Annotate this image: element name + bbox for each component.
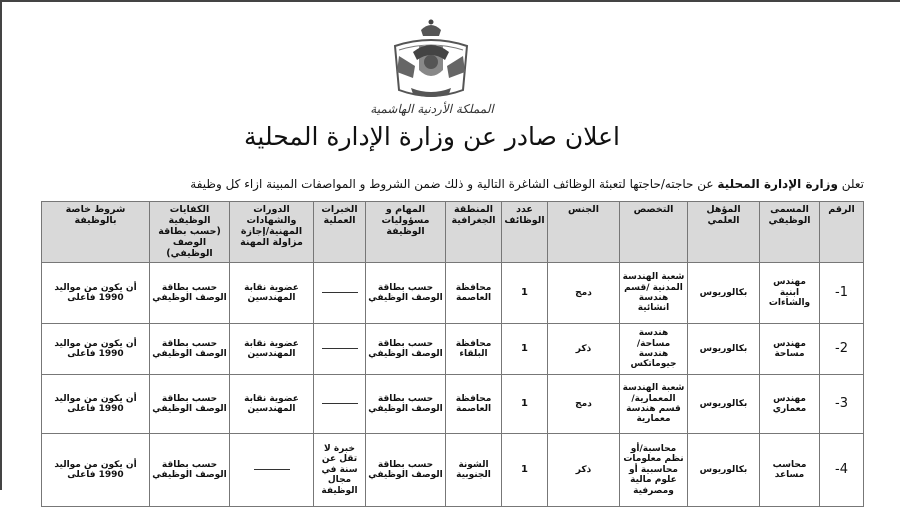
header-number: الرقم <box>820 202 864 263</box>
header-gender: الجنس <box>548 202 620 263</box>
cell-experience <box>314 324 366 375</box>
cell-region: الشونة الجنوبية <box>446 434 502 507</box>
table-row <box>42 324 864 375</box>
cell-number: 1- <box>820 263 864 324</box>
table-header-row <box>42 202 864 263</box>
blank-line <box>322 402 358 404</box>
cell-duties: حسب بطاقة الوصف الوظيفي <box>366 434 446 507</box>
cell-region: محافظة العاصمة <box>446 263 502 324</box>
cell-count: 1 <box>502 324 548 375</box>
blank-line <box>322 347 358 349</box>
cell-number: 4- <box>820 434 864 507</box>
cell-qualification: بكالوريوس <box>688 324 760 375</box>
cell-qualification: بكالوريوس <box>688 375 760 434</box>
cell-conditions: أن يكون من مواليد 1990 فاعلى <box>42 263 150 324</box>
cell-gender: ذكر <box>548 324 620 375</box>
cell-gender: ذكر <box>548 434 620 507</box>
header-specialty: التخصص <box>620 202 688 263</box>
cell-job-title: مهندس معماري <box>760 375 820 434</box>
cell-count: 1 <box>502 375 548 434</box>
cell-competencies: حسب بطاقة الوصف الوظيفي <box>150 375 230 434</box>
cell-qualification: بكالوريوس <box>688 434 760 507</box>
jobs-table <box>41 201 864 507</box>
cell-courses: عضوية نقابة المهندسين <box>230 263 314 324</box>
intro-rest: عن حاجته/حاجتها لتعبئة الوظائف الشاغرة التالية و ذلك ضمن الشروط و المواصفات المبينة ازاء كل وظيفة <box>190 177 714 191</box>
cell-courses: عضوية نقابة المهندسين <box>230 375 314 434</box>
cell-duties: حسب بطاقة الوصف الوظيفي <box>366 324 446 375</box>
blank-line <box>322 291 358 293</box>
table-row <box>42 434 864 507</box>
coat-of-arms-icon <box>385 16 477 102</box>
cell-experience: خبرة لا تقل عن سنة في مجال الوظيفة <box>314 434 366 507</box>
cell-competencies: حسب بطاقة الوصف الوظيفي <box>150 434 230 507</box>
header-count: عدد الوظائف <box>502 202 548 263</box>
intro-text <box>34 177 864 191</box>
kingdom-name: المملكة الأردنية الهاشمية <box>370 102 494 116</box>
intro-prefix: تعلن <box>841 177 864 191</box>
cell-region: محافظة العاصمة <box>446 375 502 434</box>
cell-duties: حسب بطاقة الوصف الوظيفي <box>366 375 446 434</box>
header-competencies: الكفايات الوظيفية (حسب بطاقة الوصف الوظيفي) <box>150 202 230 263</box>
cell-courses: عضوية نقابة المهندسين <box>230 324 314 375</box>
header-job-title: المسمى الوظيفي <box>760 202 820 263</box>
cell-duties: حسب بطاقة الوصف الوظيفي <box>366 263 446 324</box>
cell-courses <box>230 434 314 507</box>
cell-specialty: شعبة الهندسة المعمارية/ قسم هندسة معمارية <box>620 375 688 434</box>
cell-region: محافظة البلقاء <box>446 324 502 375</box>
cell-qualification: بكالوريوس <box>688 263 760 324</box>
page-title: اعلان صادر عن وزارة الإدارة المحلية <box>244 122 620 151</box>
intro-ministry: وزارة الإدارة المحلية <box>717 177 838 191</box>
cell-specialty: شعبة الهندسة المدنية /قسم هندسة انشائية <box>620 263 688 324</box>
header-region: المنطقة الجغرافية <box>446 202 502 263</box>
table-row <box>42 263 864 324</box>
header-conditions: شروط خاصة بالوظيفة <box>42 202 150 263</box>
cell-conditions: أن يكون من مواليد 1990 فاعلى <box>42 324 150 375</box>
cell-specialty: هندسة مساحة/ هندسة جيوماتكس <box>620 324 688 375</box>
cell-gender: دمج <box>548 263 620 324</box>
cell-experience <box>314 263 366 324</box>
cell-gender: دمج <box>548 375 620 434</box>
cell-number: 3- <box>820 375 864 434</box>
cell-job-title: مهندس مساحة <box>760 324 820 375</box>
header-qualification: المؤهل العلمي <box>688 202 760 263</box>
cell-specialty: محاسبة/أو نظم معلومات محاسبية أو علوم مالية ومصرفية <box>620 434 688 507</box>
cell-count: 1 <box>502 263 548 324</box>
cell-competencies: حسب بطاقة الوصف الوظيفي <box>150 324 230 375</box>
header-duties: المهام و مسؤوليات الوظيفة <box>366 202 446 263</box>
header-experience: الخبرات العملية <box>314 202 366 263</box>
blank-line <box>254 468 290 470</box>
cell-count: 1 <box>502 434 548 507</box>
cell-number: 2- <box>820 324 864 375</box>
cell-conditions: أن يكون من مواليد 1990 فاعلى <box>42 434 150 507</box>
cell-conditions: أن يكون من مواليد 1990 فاعلى <box>42 375 150 434</box>
header-courses: الدورات والشهادات المهنية/إجازة مزاولة المهنة <box>230 202 314 263</box>
cell-job-title: محاسب مساعد <box>760 434 820 507</box>
cell-competencies: حسب بطاقة الوصف الوظيفي <box>150 263 230 324</box>
cell-experience <box>314 375 366 434</box>
cell-job-title: مهندس ابنية والشاءات <box>760 263 820 324</box>
table-row <box>42 375 864 434</box>
